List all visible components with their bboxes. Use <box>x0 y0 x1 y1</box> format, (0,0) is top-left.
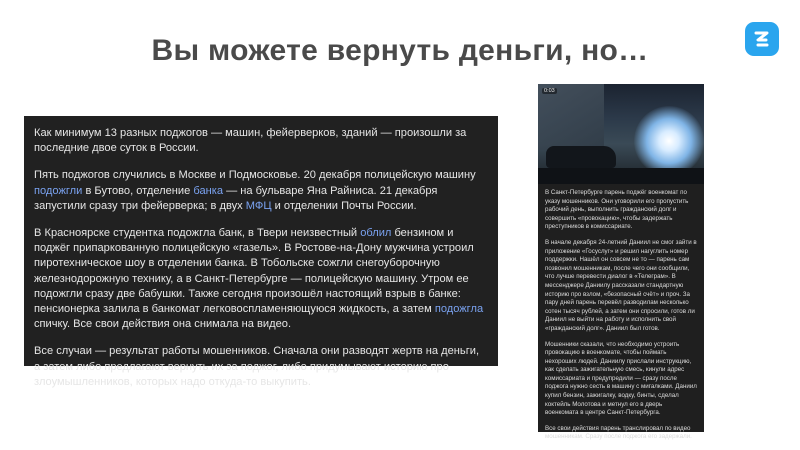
post-paragraph-4: Все свои действия парень транслировал по видео мошенникам. Сразу после поджога его задержали. <box>545 424 692 441</box>
post-paragraph-1: В Санкт-Петербурге парень поджёг военкомат по указу мошенников. Они уговорили его пропустить рабочий день, выполнить гражданский долг и совершить «провокацию», чтобы задержать преступников в комиссариате. <box>545 189 689 231</box>
video-ground <box>538 168 704 184</box>
link-podozhgli[interactable]: подожгли <box>34 184 83 197</box>
video-thumbnail[interactable] <box>538 84 704 184</box>
link-podozhgla[interactable]: подожгла <box>434 303 484 316</box>
news-paragraph-4: Все случаи — результат работы мошенников. Сначала они разводят жертв на деньги, а затем либо предлагают вернуть их за поджог, либо придумывают историю про злоумышленников, которых надо откуда-то выкупить. <box>34 345 480 388</box>
text-span: — на бульваре Яна Райниса. 21 декабря запустили сразу три фейерверка; в двух <box>34 184 438 212</box>
news-paragraph-1: Как минимум 13 разных поджогов — машин, фейерверков, зданий — произошли за последние двое суток в России. <box>34 127 467 155</box>
video-time-badge: 0:03 <box>544 88 555 94</box>
text-span: в Бутово, отделение <box>82 184 194 197</box>
post-paragraph-3: Мошенники сказали, что необходимо устроить провокацию в военкомате, чтобы поймать нехороших людей. Даниилу прислали инструкцию, как сделать зажигательную смесь, кинули адрес комиссариата и предупредили — сразу после поджога нужно сесть в машину с мигалками. Даниил купил бензин, зажигалку, водку, бинты, сделал коктейль Молотова и метнул его в дверь военкомата в центре Санкт-Петербурга. <box>545 340 697 417</box>
news-paragraph-2 <box>34 168 488 214</box>
post-text <box>538 184 704 442</box>
telegram-post-panel <box>538 84 704 441</box>
text-span: Пять поджогов случились в Москве и Подмосковье. 20 декабря полицейскую машину <box>34 169 476 182</box>
slide-title: Вы можете вернуть деньги, но… <box>151 34 649 67</box>
text-span: В Красноярске студентка подожгла банк, в Твери неизвестный <box>34 227 361 240</box>
text-span: бензином и поджёг припаркованную полицейскую «газель». В Ростове-на-Дону мужчина устроил пиротехническое шоу в отделении банка. В Тобольске сожгли снегоуборочную железнодорожную технику, а в Санкт-Петербурге — полицейскую машину. Утром ее подожгли сразу две бабушки. Также сегодня произошёл настоящий взрыв в банке: пенсионерка залила в банкомат легковоспламеняющуюся жидкость, а затем <box>34 227 474 316</box>
link-banka[interactable]: банка <box>193 184 224 197</box>
news-excerpt-panel <box>24 116 498 388</box>
logo-glyph-icon <box>751 28 773 50</box>
text-span: спичку. Все свои действия она снимала на видео. <box>34 318 292 331</box>
post-paragraph-2: В начале декабря 24-летний Даниил не смог зайти в приложение «Госуслуг» и решил нагуглить номер поддержки. Нашёл он совсем не то — парень сам позвонил мошенникам, после чего они сообщили, что лучше перевести диалог в «Телеграм». В мессенджере Даниилу рассказали стандартную историю про взлом, «безопасный счёт» и проч. За пару дней парень перевёл разводилам несколько сотен тысяч рублей, а затем они спросили, готов ли Даниил не выйти на работу и исполнить свой «гражданский долг». Даниил был готов. <box>545 238 697 332</box>
text-span: и отделении Почты России. <box>271 199 417 212</box>
fire-glow <box>634 106 704 176</box>
video-car <box>546 146 616 168</box>
link-oblil[interactable]: облил <box>360 227 392 240</box>
link-mfc[interactable]: МФЦ <box>245 199 272 212</box>
brand-logo-icon <box>745 22 779 56</box>
news-paragraph-3 <box>34 226 488 332</box>
